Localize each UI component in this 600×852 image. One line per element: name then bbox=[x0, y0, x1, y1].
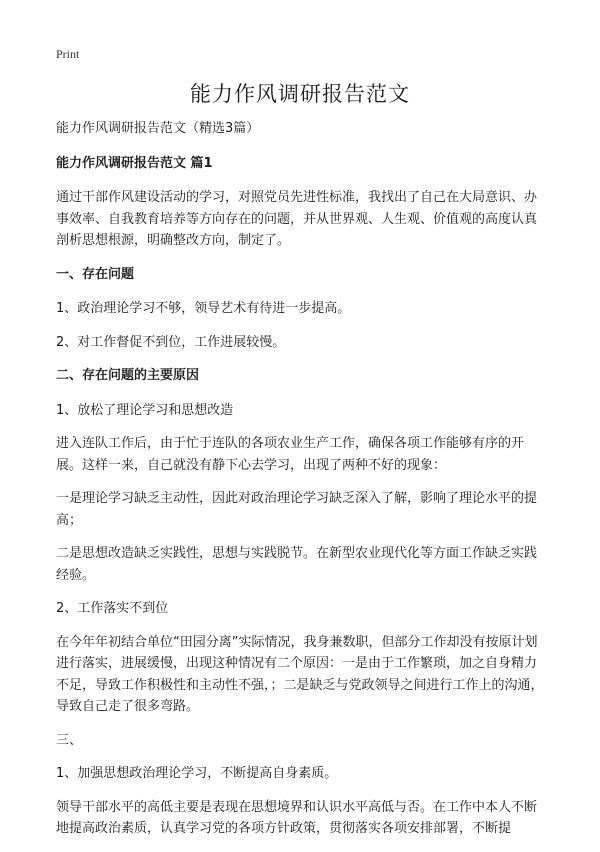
print-link[interactable]: Print bbox=[56, 47, 80, 61]
section-heading-problems: 一、存在问题 bbox=[56, 266, 135, 282]
document-body bbox=[56, 118, 548, 852]
section-heading-causes: 二、存在问题的主要原因 bbox=[56, 368, 200, 383]
document-subtitle: 能力作风调研报告范文（精选3篇） bbox=[56, 121, 260, 136]
cause-subheading-1: 1、放松了理论学习和思想改造 bbox=[56, 402, 234, 418]
cause-paragraph-2: 一是理论学习缺乏主动性，因此对政治理论学习缺乏深入了解，影响了理论水平的提高； bbox=[56, 491, 538, 528]
cause-paragraph-4: 在今年年初结合单位“田园分离”实际情况，我身兼数职，但部分工作却没有按原计划进行落实，进展缓慢，出现这种情况有二个原因：一是由于工作繁琐，加之自身精力不足，导致工作积极性和主动性不强，；二是缺乏与党政领导之间进行工作上的沟通，导致自己走了很多弯路。 bbox=[56, 634, 544, 714]
page-title: 能力作风调研报告范文 bbox=[190, 82, 410, 106]
cause-paragraph-3: 二是思想改造缺乏实践性，思想与实践脱节。在新型农业现代化等方面工作缺乏实践经验。 bbox=[56, 546, 538, 583]
problem-item-2: 2、对工作督促不到位，工作进展较慢。 bbox=[56, 334, 286, 350]
measure-item-1: 1、加强思想政治理论学习，不断提高自身素质。 bbox=[56, 766, 338, 781]
intro-paragraph: 通过干部作风建设活动的学习，对照党员先进性标准，我找出了自己在大局意识、办事效率、自我教育培养等方向存在的问题，并从世界观、人生观、价值观的高度认真剖析思想根源，明确整改方向，制定了。 bbox=[56, 190, 538, 248]
cause-paragraph-1: 进入连队工作后，由于忙于连队的各项农业生产工作，确保各项工作能够有序的开展。这样一来，自己就没有静下心去学习，出现了两种不好的现象： bbox=[56, 436, 525, 473]
problem-item-1: 1、政治理论学习不够，领导艺术有待进一步提高。 bbox=[56, 301, 351, 316]
section-heading-3: 三、 bbox=[56, 732, 83, 748]
article-heading: 能力作风调研报告范文 篇1 bbox=[56, 155, 213, 171]
measure-paragraph-1: 领导干部水平的高低主要是表现在思想境界和认识水平高低与否。在工作中本人不断地提高政治素质，认真学习党的各项方针政策，贯彻落实各项安排部署，不断提 bbox=[56, 799, 538, 836]
cause-subheading-2: 2、工作落实不到位 bbox=[56, 601, 169, 616]
